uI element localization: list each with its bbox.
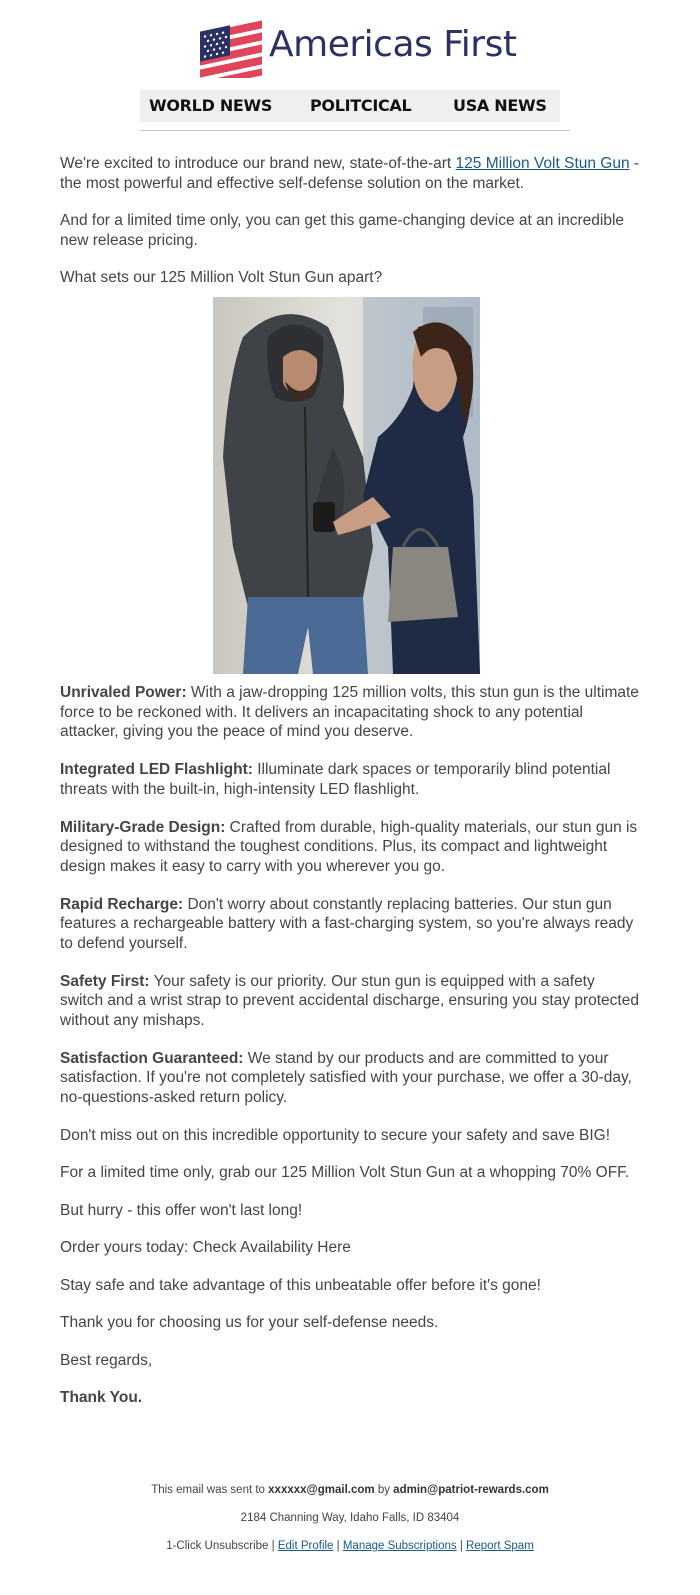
sent-prefix: This email was sent to [151,1484,269,1496]
stay-safe-text: Stay safe and take advantage of this unbeatable offer before it's gone! [60,1276,541,1294]
feature-title: Military-Grade Design: [60,818,226,836]
feature-item [60,760,640,799]
limited-offer [60,1163,640,1183]
separator: | [456,1540,467,1552]
edit-profile-link[interactable]: Edit Profile [277,1540,334,1552]
unsubscribe-text[interactable]: 1-Click Unsubscribe [166,1540,269,1552]
missout-text: Don't miss out on this incredible opportunity to secure your safety and save BIG! [60,1126,611,1144]
brand-name: Americas First [269,24,517,65]
intro-text-after: - the most powerful and effective self-defense solution on the market. [60,155,640,192]
separator: | [333,1540,343,1552]
intro-paragraph-2: And for a limited time only, you can get this game-changing device at an incredible new release pricing. [60,212,625,249]
sent-to-line [0,1484,700,1496]
separator: | [268,1540,278,1552]
feature-title: Satisfaction Guaranteed: [60,1049,244,1067]
nav-world-news[interactable]: WORLD NEWS [149,96,273,115]
feature-text: Crafted from durable, high-quality materials, our stun gun is designed to withstand the toughest conditions. Plus, its compact and lightweight design makes it easy to carry with you wherever you go. [60,818,638,875]
feature-title: Safety First: [60,972,150,990]
intro-paragraph-1 [60,154,640,193]
footer-links [0,1540,700,1552]
feature-item [60,895,640,954]
order-line [60,1238,640,1258]
feature-text: Don't worry about constantly replacing batteries. Our stun gun features a rechargeable battery with a fast-charging system, so you're always ready to defend yourself. [60,895,634,952]
feature-item [60,972,640,1031]
feature-text: Illuminate dark spaces or temporarily blind potential threats with the built-in, high-intensity LED flashlight. [60,761,611,798]
top-nav [140,90,560,122]
report-spam-link[interactable]: Report Spam [466,1540,534,1552]
thanks-text: Thank you for choosing us for your self-defense needs. [60,1314,439,1331]
hero-photo[interactable] [213,297,480,674]
recipient-email: xxxxxx@gmail.com [268,1484,375,1496]
feature-item [60,1049,640,1108]
intro-paragraph-3: What sets our 125 Million Volt Stun Gun apart? [60,269,383,286]
feature-text: Your safety is our priority. Our stun gun is equipped with a safety switch and a wrist strap to prevent accidental discharge, ensuring you stay protected without any mishaps. [60,972,639,1029]
sent-by: by [374,1484,394,1496]
feature-item [60,683,640,742]
feature-title: Rapid Recharge: [60,895,184,913]
order-text: Order yours today: [60,1239,193,1256]
intro-section [60,154,640,306]
nav-divider [140,130,570,131]
feature-text: With a jaw-dropping 125 million volts, this stun gun is the ultimate force to be reckoned with. It delivers an incapacitating shock to any potential attacker, giving you the peace of mind you deserve. [60,684,639,740]
closing-section [60,1126,640,1408]
feature-item [60,818,640,877]
signoff: Thank You. [60,1389,143,1406]
postal-address: 2184 Channing Way, Idaho Falls, ID 83404 [240,1512,460,1524]
stun-gun-link[interactable]: 125 Million Volt Stun Gun [455,155,630,172]
nav-usa-news[interactable]: USA NEWS [453,96,547,115]
limited-text: For a limited time only, [60,1164,220,1181]
regards-text: Best regards, [60,1351,153,1369]
american-flag-icon [198,16,266,78]
feature-title: Unrivaled Power: [60,684,187,701]
intro-text: We're excited to introduce our brand new, state-of-the-art [60,155,456,172]
attacker-scene-image [213,297,480,674]
footer-divider-shadow [50,1446,650,1468]
manage-subscriptions-link[interactable]: Manage Subscriptions [342,1540,457,1552]
grab-stun-gun-link[interactable]: grab our 125 Million Volt Stun Gun [219,1164,456,1181]
limited-text-after: at a whopping 70% OFF. [455,1164,630,1181]
check-availability-link[interactable]: Check Availability Here [192,1239,351,1256]
nav-political[interactable]: POLITCICAL [310,96,412,115]
feature-title: Integrated LED Flashlight: [60,761,253,778]
feature-text: We stand by our products and are committed to your satisfaction. If you're not completely satisfied with your purchase, we offer a 30-day, no-questions-asked return policy. [60,1049,632,1106]
brand-logo[interactable] [198,16,517,82]
hurry-text: But hurry - this offer won't last long! [60,1201,303,1219]
features-section [60,683,640,1426]
sender-email: admin@patriot-rewards.com [393,1484,549,1496]
signoff-text [60,1388,640,1408]
